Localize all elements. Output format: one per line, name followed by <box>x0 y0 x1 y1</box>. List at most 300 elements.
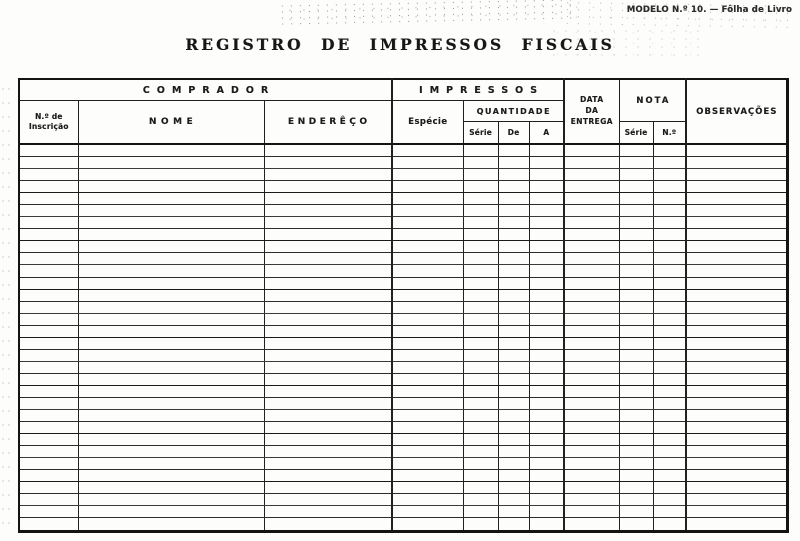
table-cell <box>653 458 686 470</box>
table-cell <box>392 422 463 434</box>
table-cell <box>498 482 529 494</box>
table-cell <box>686 361 787 373</box>
table-cell <box>78 458 264 470</box>
table-cell <box>78 385 264 397</box>
table-cell <box>463 289 498 301</box>
table-cell <box>619 241 653 253</box>
table-cell <box>529 313 564 325</box>
table-cell <box>619 518 653 531</box>
table-cell <box>78 169 264 181</box>
table-cell <box>392 325 463 337</box>
table-cell <box>19 205 78 217</box>
table-cell <box>78 217 264 229</box>
table-row <box>19 157 787 169</box>
table-cell <box>529 241 564 253</box>
table-cell <box>19 169 78 181</box>
table-cell <box>19 385 78 397</box>
table-cell <box>686 193 787 205</box>
table-cell <box>686 144 787 157</box>
table-cell <box>498 169 529 181</box>
table-cell <box>619 313 653 325</box>
table-cell <box>463 422 498 434</box>
table-cell <box>498 289 529 301</box>
header-quantidade-de: De <box>498 122 529 145</box>
table-cell <box>392 385 463 397</box>
table-cell <box>78 193 264 205</box>
table-cell <box>498 229 529 241</box>
table-cell <box>19 470 78 482</box>
table-cell <box>264 229 392 241</box>
scan-noise-left-margin <box>0 82 13 532</box>
table-cell <box>463 385 498 397</box>
table-row <box>19 446 787 458</box>
table-cell <box>564 169 619 181</box>
table-cell <box>463 361 498 373</box>
table-cell <box>686 397 787 409</box>
table-cell <box>529 301 564 313</box>
table-cell <box>463 325 498 337</box>
table-cell <box>19 289 78 301</box>
header-impressos: IMPRESSOS <box>392 79 564 101</box>
table-cell <box>78 518 264 531</box>
table-cell <box>463 265 498 277</box>
table-cell <box>686 169 787 181</box>
table-cell <box>463 241 498 253</box>
table-row <box>19 265 787 277</box>
table-cell <box>653 506 686 518</box>
table-cell <box>564 482 619 494</box>
table-cell <box>564 494 619 506</box>
table-cell <box>529 373 564 385</box>
header-numero-inscricao: N.º de Inscrição <box>19 101 78 145</box>
table-cell <box>463 301 498 313</box>
table-cell <box>564 385 619 397</box>
table-cell <box>19 482 78 494</box>
header-nota-numero: N.º <box>653 122 686 145</box>
table-cell <box>619 397 653 409</box>
table-cell <box>19 434 78 446</box>
table-cell <box>564 470 619 482</box>
table-cell <box>78 313 264 325</box>
table-cell <box>564 506 619 518</box>
table-row <box>19 144 787 157</box>
table-cell <box>619 458 653 470</box>
table-cell <box>653 277 686 289</box>
table-cell <box>686 217 787 229</box>
table-cell <box>686 349 787 361</box>
table-cell <box>498 217 529 229</box>
table-cell <box>619 482 653 494</box>
table-cell <box>392 518 463 531</box>
table-cell <box>653 422 686 434</box>
table-row <box>19 422 787 434</box>
table-cell <box>529 458 564 470</box>
table-cell <box>564 229 619 241</box>
header-comprador: COMPRADOR <box>19 79 392 101</box>
table-cell <box>264 301 392 313</box>
table-cell <box>686 434 787 446</box>
table-cell <box>564 422 619 434</box>
table-cell <box>686 157 787 169</box>
table-cell <box>564 181 619 193</box>
table-row <box>19 518 787 531</box>
table-cell <box>463 277 498 289</box>
table-cell <box>78 494 264 506</box>
table-cell <box>686 518 787 531</box>
table-cell <box>564 373 619 385</box>
table-cell <box>653 373 686 385</box>
table-cell <box>392 397 463 409</box>
table-cell <box>529 518 564 531</box>
table-cell <box>264 325 392 337</box>
table-row <box>19 458 787 470</box>
table-cell <box>564 313 619 325</box>
table-cell <box>78 289 264 301</box>
table-cell <box>78 349 264 361</box>
table-cell <box>264 313 392 325</box>
table-cell <box>264 385 392 397</box>
table-cell <box>529 446 564 458</box>
table-cell <box>498 337 529 349</box>
table-cell <box>392 229 463 241</box>
table-cell <box>392 217 463 229</box>
table-cell <box>498 157 529 169</box>
table-cell <box>392 265 463 277</box>
table-cell <box>653 265 686 277</box>
table-cell <box>498 181 529 193</box>
table-cell <box>619 253 653 265</box>
table-cell <box>19 373 78 385</box>
register-table <box>18 78 789 533</box>
table-cell <box>619 470 653 482</box>
header-endereco: ENDERÊÇO <box>264 101 392 145</box>
table-cell <box>264 518 392 531</box>
table-cell <box>264 337 392 349</box>
table-cell <box>78 241 264 253</box>
header-nota-serie: Série <box>619 122 653 145</box>
table-cell <box>653 446 686 458</box>
table-cell <box>686 470 787 482</box>
table-cell <box>78 144 264 157</box>
table-cell <box>686 181 787 193</box>
table-cell <box>686 373 787 385</box>
table-cell <box>264 205 392 217</box>
table-cell <box>653 494 686 506</box>
table-cell <box>463 157 498 169</box>
table-row <box>19 361 787 373</box>
table-cell <box>529 229 564 241</box>
table-cell <box>619 181 653 193</box>
table-cell <box>264 422 392 434</box>
table-cell <box>264 169 392 181</box>
table-cell <box>564 157 619 169</box>
table-cell <box>264 265 392 277</box>
table-cell <box>78 373 264 385</box>
table-cell <box>498 144 529 157</box>
table-row <box>19 217 787 229</box>
table-cell <box>686 301 787 313</box>
table-cell <box>619 169 653 181</box>
table-cell <box>19 144 78 157</box>
table-cell <box>686 446 787 458</box>
table-cell <box>619 494 653 506</box>
table-cell <box>78 277 264 289</box>
table-cell <box>392 144 463 157</box>
table-cell <box>463 506 498 518</box>
table-cell <box>78 361 264 373</box>
table-cell <box>529 434 564 446</box>
table-cell <box>264 349 392 361</box>
table-cell <box>264 241 392 253</box>
table-row <box>19 482 787 494</box>
table-cell <box>529 422 564 434</box>
table-cell <box>564 241 619 253</box>
table-cell <box>653 181 686 193</box>
table-row <box>19 470 787 482</box>
table-cell <box>19 253 78 265</box>
table-cell <box>463 494 498 506</box>
table-cell <box>686 410 787 422</box>
table-cell <box>564 410 619 422</box>
table-row <box>19 325 787 337</box>
table-cell <box>686 337 787 349</box>
table-cell <box>19 410 78 422</box>
table-cell <box>564 434 619 446</box>
table-cell <box>653 470 686 482</box>
table-cell <box>78 229 264 241</box>
table-cell <box>264 217 392 229</box>
table-cell <box>686 458 787 470</box>
table-row <box>19 241 787 253</box>
table-cell <box>19 193 78 205</box>
table-cell <box>498 325 529 337</box>
table-cell <box>564 193 619 205</box>
table-cell <box>463 313 498 325</box>
table-cell <box>264 157 392 169</box>
table-cell <box>264 193 392 205</box>
table-cell <box>392 241 463 253</box>
table-cell <box>564 205 619 217</box>
table-cell <box>463 518 498 531</box>
table-cell <box>498 385 529 397</box>
table-cell <box>686 205 787 217</box>
table-row <box>19 313 787 325</box>
table-cell <box>264 373 392 385</box>
table-row <box>19 506 787 518</box>
table-cell <box>78 434 264 446</box>
table-cell <box>264 434 392 446</box>
table-cell <box>19 241 78 253</box>
table-cell <box>78 397 264 409</box>
table-cell <box>529 157 564 169</box>
table-cell <box>78 446 264 458</box>
table-cell <box>564 217 619 229</box>
table-cell <box>463 337 498 349</box>
table-cell <box>498 518 529 531</box>
table-cell <box>529 144 564 157</box>
table-cell <box>529 205 564 217</box>
table-cell <box>529 289 564 301</box>
table-cell <box>19 181 78 193</box>
table-cell <box>529 325 564 337</box>
page-title: REGISTRO DE IMPRESSOS FISCAIS <box>185 35 615 54</box>
table-cell <box>653 217 686 229</box>
table-cell <box>619 325 653 337</box>
table-cell <box>529 385 564 397</box>
table-cell <box>463 446 498 458</box>
table-row <box>19 253 787 265</box>
table-row <box>19 397 787 409</box>
table-cell <box>463 205 498 217</box>
table-cell <box>564 446 619 458</box>
table-cell <box>19 217 78 229</box>
table-cell <box>498 361 529 373</box>
table-cell <box>264 410 392 422</box>
header-especie: Espécie <box>392 101 463 145</box>
table-cell <box>619 349 653 361</box>
table-cell <box>19 277 78 289</box>
table-cell <box>619 157 653 169</box>
table-cell <box>264 458 392 470</box>
table-row <box>19 205 787 217</box>
table-cell <box>264 482 392 494</box>
table-cell <box>529 265 564 277</box>
table-cell <box>653 385 686 397</box>
table-cell <box>529 361 564 373</box>
table-cell <box>653 518 686 531</box>
model-label: MODELO N.º 10. — Fôlha de Livro <box>626 5 792 15</box>
table-cell <box>619 506 653 518</box>
table-cell <box>498 494 529 506</box>
table-cell <box>463 349 498 361</box>
table-cell <box>78 181 264 193</box>
table-cell <box>498 470 529 482</box>
table-cell <box>463 169 498 181</box>
table-cell <box>653 337 686 349</box>
table-cell <box>19 157 78 169</box>
table-cell <box>19 229 78 241</box>
table-cell <box>686 494 787 506</box>
table-cell <box>392 181 463 193</box>
table-cell <box>619 385 653 397</box>
table-cell <box>19 494 78 506</box>
table-cell <box>529 410 564 422</box>
table-row <box>19 181 787 193</box>
table-cell <box>619 193 653 205</box>
table-cell <box>564 277 619 289</box>
table-cell <box>392 506 463 518</box>
table-cell <box>653 144 686 157</box>
table-row <box>19 349 787 361</box>
table-cell <box>78 301 264 313</box>
table-cell <box>392 470 463 482</box>
table-cell <box>529 217 564 229</box>
table-cell <box>564 518 619 531</box>
table-cell <box>619 229 653 241</box>
table-cell <box>686 385 787 397</box>
table-cell <box>686 482 787 494</box>
table-cell <box>498 253 529 265</box>
table-cell <box>564 265 619 277</box>
table-cell <box>653 410 686 422</box>
table-cell <box>653 325 686 337</box>
table-cell <box>653 157 686 169</box>
header-quantidade: QUANTIDADE <box>463 101 564 122</box>
table-cell <box>498 422 529 434</box>
table-cell <box>619 217 653 229</box>
table-row <box>19 385 787 397</box>
table-cell <box>529 277 564 289</box>
table-row <box>19 169 787 181</box>
table-cell <box>19 506 78 518</box>
table-cell <box>619 205 653 217</box>
table-cell <box>498 458 529 470</box>
table-cell <box>686 325 787 337</box>
table-cell <box>463 410 498 422</box>
table-cell <box>686 265 787 277</box>
table-cell <box>564 253 619 265</box>
table-cell <box>564 349 619 361</box>
table-cell <box>498 265 529 277</box>
table-cell <box>686 229 787 241</box>
table-cell <box>264 181 392 193</box>
table-cell <box>463 470 498 482</box>
table-cell <box>686 506 787 518</box>
table-cell <box>653 241 686 253</box>
table-cell <box>529 337 564 349</box>
table-cell <box>529 253 564 265</box>
table-cell <box>19 301 78 313</box>
table-cell <box>264 446 392 458</box>
table-cell <box>392 361 463 373</box>
table-cell <box>619 277 653 289</box>
table-row <box>19 289 787 301</box>
table-cell <box>78 506 264 518</box>
table-cell <box>392 349 463 361</box>
table-cell <box>392 157 463 169</box>
header-nota: NOTA <box>619 79 686 122</box>
table-cell <box>392 289 463 301</box>
table-cell <box>463 458 498 470</box>
table-row <box>19 434 787 446</box>
table-cell <box>392 373 463 385</box>
table-cell <box>529 397 564 409</box>
header-data-entrega: DATA DA ENTREGA <box>564 79 619 144</box>
table-cell <box>498 434 529 446</box>
table-cell <box>529 349 564 361</box>
table-cell <box>19 265 78 277</box>
table-cell <box>686 313 787 325</box>
table-cell <box>19 422 78 434</box>
table-cell <box>19 458 78 470</box>
table-cell <box>498 277 529 289</box>
header-observacoes: OBSERVAÇÕES <box>686 79 787 144</box>
table-cell <box>529 181 564 193</box>
table-cell <box>529 482 564 494</box>
table-cell <box>653 397 686 409</box>
table-cell <box>392 277 463 289</box>
table-cell <box>498 193 529 205</box>
table-cell <box>19 518 78 531</box>
table-cell <box>686 277 787 289</box>
table-cell <box>463 193 498 205</box>
table-cell <box>653 313 686 325</box>
table-cell <box>498 349 529 361</box>
table-cell <box>463 373 498 385</box>
table-cell <box>463 217 498 229</box>
table-cell <box>498 313 529 325</box>
table-cell <box>463 434 498 446</box>
